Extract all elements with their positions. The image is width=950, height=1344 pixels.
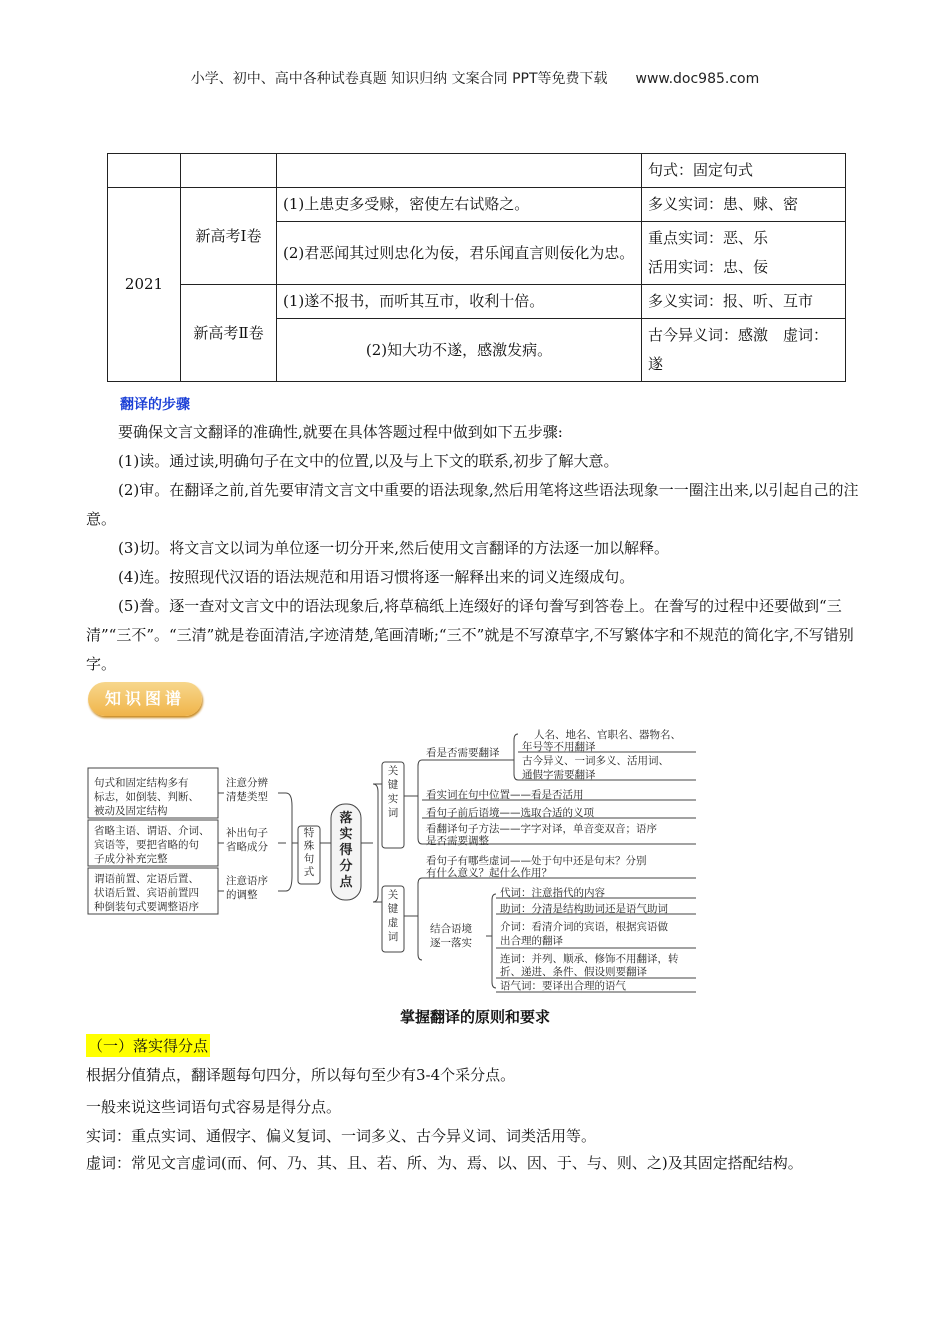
header-text: 小学、初中、高中各种试卷真题 知识归纳 文案合同 PPT等免费下载: [190, 71, 608, 87]
sentence-cell: (1)上患吏多受赇，密使左右试赂之。: [277, 188, 642, 222]
exam-cell: 新高考Ⅱ卷: [181, 285, 277, 382]
keyword-cell: 多义实词：报、听、互市: [642, 285, 846, 319]
exam-cell: 新高考Ⅰ卷: [181, 188, 277, 285]
left-key: 的调整: [226, 889, 258, 901]
step-1: (1)读。通过读,明确句子在文中的位置,以及与上下文的联系,初步了解大意。: [118, 452, 619, 470]
keyword-cell: 多义实词：患、赇、密: [642, 188, 846, 222]
map-text: 折、递进、条件、假设则要翻译: [500, 966, 647, 978]
map-text: 连词：并列、顺承、修饰不用翻译，转: [500, 953, 679, 965]
map-text: 人名、地名、官职名、器物名、: [534, 729, 681, 741]
left-text: 标志，如倒装、判断、: [94, 791, 199, 803]
left-text: 省略主语、谓语、介词、: [94, 825, 210, 837]
shici-label: 关键实词: [387, 765, 399, 819]
map-text: 看句子有哪些虚词——处于句中还是句末？分别: [426, 855, 647, 867]
keyword-cell: 古今异义词：感激 虚词：遂: [642, 319, 846, 382]
map-text: 看是否需要翻译: [426, 747, 500, 759]
map-text: 通假字需要翻译: [522, 769, 596, 781]
exam-table: [107, 153, 846, 382]
left-key: 省略成分: [226, 841, 268, 853]
step-2: (2)审。在翻译之前,首先要审清文言文中重要的语法现象,然后用笔将这些语法现象一一圈注出来,以引起自己的注意。: [86, 481, 859, 528]
left-key: 补出句子: [226, 827, 268, 839]
left-key: 注意分辨: [226, 777, 268, 789]
left-text: 谓语前置、定语后置、: [94, 873, 199, 885]
map-text: 逐一落实: [430, 937, 472, 949]
xuci-label: 关键虚词: [387, 889, 399, 943]
page-header: [0, 68, 950, 88]
left-text: 宾语等，要把省略的句: [94, 839, 199, 851]
table-cell: 句式：固定句式: [642, 154, 846, 188]
left-key: 清楚类型: [226, 791, 268, 803]
sentence-cell: (1)遂不报书，而听其互市，收利十倍。: [277, 285, 642, 319]
step-3: (3)切。将文言文以词为单位逐一切分开来,然后使用文言翻译的方法逐一加以解释。: [118, 539, 670, 557]
year-cell: 2021: [108, 188, 181, 382]
table-row: [108, 285, 846, 319]
sentence-cell: (2)知大功不遂，感激发病。: [277, 319, 642, 382]
table-row: [108, 154, 846, 188]
left-text: 状语后置、宾语前置四: [94, 887, 199, 899]
body-line: 虚词：常见文言虚词(而、何、乃、其、且、若、所、为、焉、以、因、于、与、则、之)及其固定搭配结构。: [86, 1154, 803, 1172]
highlight-subtitle: （一）落实得分点: [86, 1034, 210, 1057]
map-text: 出合理的翻译: [500, 935, 563, 947]
left-text: 被动及固定结构: [94, 805, 168, 817]
keyword-cell: 重点实词：恶、乐 活用实词：忠、佞: [642, 222, 846, 285]
left-key: 注意语序: [226, 875, 268, 887]
header-url[interactable]: www.doc985.com: [635, 71, 760, 87]
left-text: 种倒装句式要调整语序: [94, 901, 199, 913]
steps-title: 翻译的步骤: [120, 397, 190, 413]
section-title: 掌握翻译的原则和要求: [399, 1008, 550, 1026]
map-text: 语气词：要译出合理的语气: [500, 980, 626, 992]
map-text: 看翻译句子方法——字字对译，单音变双音；语序: [426, 823, 657, 835]
map-text: 介词：看清介词的宾语，根据宾语做: [500, 921, 668, 933]
special-label: 特殊句式: [303, 827, 315, 878]
body-line: 根据分值猜点，翻译题每句四分，所以每句至少有3-4个采分点。: [86, 1066, 516, 1084]
step-4: (4)连。按照现代汉语的语法规范和用语习惯将逐一解释出来的词义连缀成句。: [118, 568, 635, 586]
map-text: 看句子前后语境——选取合适的义项: [426, 807, 594, 819]
left-text: 子成分补充完整: [94, 853, 168, 865]
map-text: 结合语境: [430, 923, 472, 935]
body-line: 一般来说这些词语句式容易是得分点。: [86, 1098, 342, 1116]
map-text: 代词：注意指代的内容: [500, 887, 605, 899]
map-text: 助词：分清是结构助词还是语气助词: [500, 903, 668, 915]
knowledge-map-badge: 知识图谱: [88, 682, 202, 716]
center-label: 落实得分点: [339, 811, 353, 890]
sentence-cell: (2)君恶闻其过则忠化为佞，君乐闻直言则佞化为忠。: [277, 222, 642, 285]
map-text: 是否需要调整: [426, 835, 489, 847]
step-5: (5)誊。逐一查对文言文中的语法现象后,将草稿纸上连缀好的译句誊写到答卷上。在誊写的过程中还要做到“三清”“三不”。“三清”就是卷面清洁,字迹清楚,笔画清晰;“三不”就是不写潦草字,不写繁体字和不规范的简化字,不写错别字。: [86, 597, 854, 673]
left-text: 句式和固定结构多有: [94, 777, 189, 789]
table-row: [108, 188, 846, 222]
body-line: 实词：重点实词、通假字、偏义复词、一词多义、古今异义词、词类活用等。: [86, 1127, 597, 1145]
steps-intro: 要确保文言文翻译的准确性,就要在具体答题过程中做到如下五步骤:: [118, 423, 563, 441]
map-text: 年号等不用翻译: [522, 741, 596, 753]
knowledge-mindmap: [86, 726, 706, 996]
map-text: 看实词在句中位置——看是否活用: [426, 789, 584, 801]
map-text: 古今异义、一词多义、活用词、: [522, 755, 669, 767]
map-text: 有什么意义？起什么作用？: [426, 867, 552, 879]
